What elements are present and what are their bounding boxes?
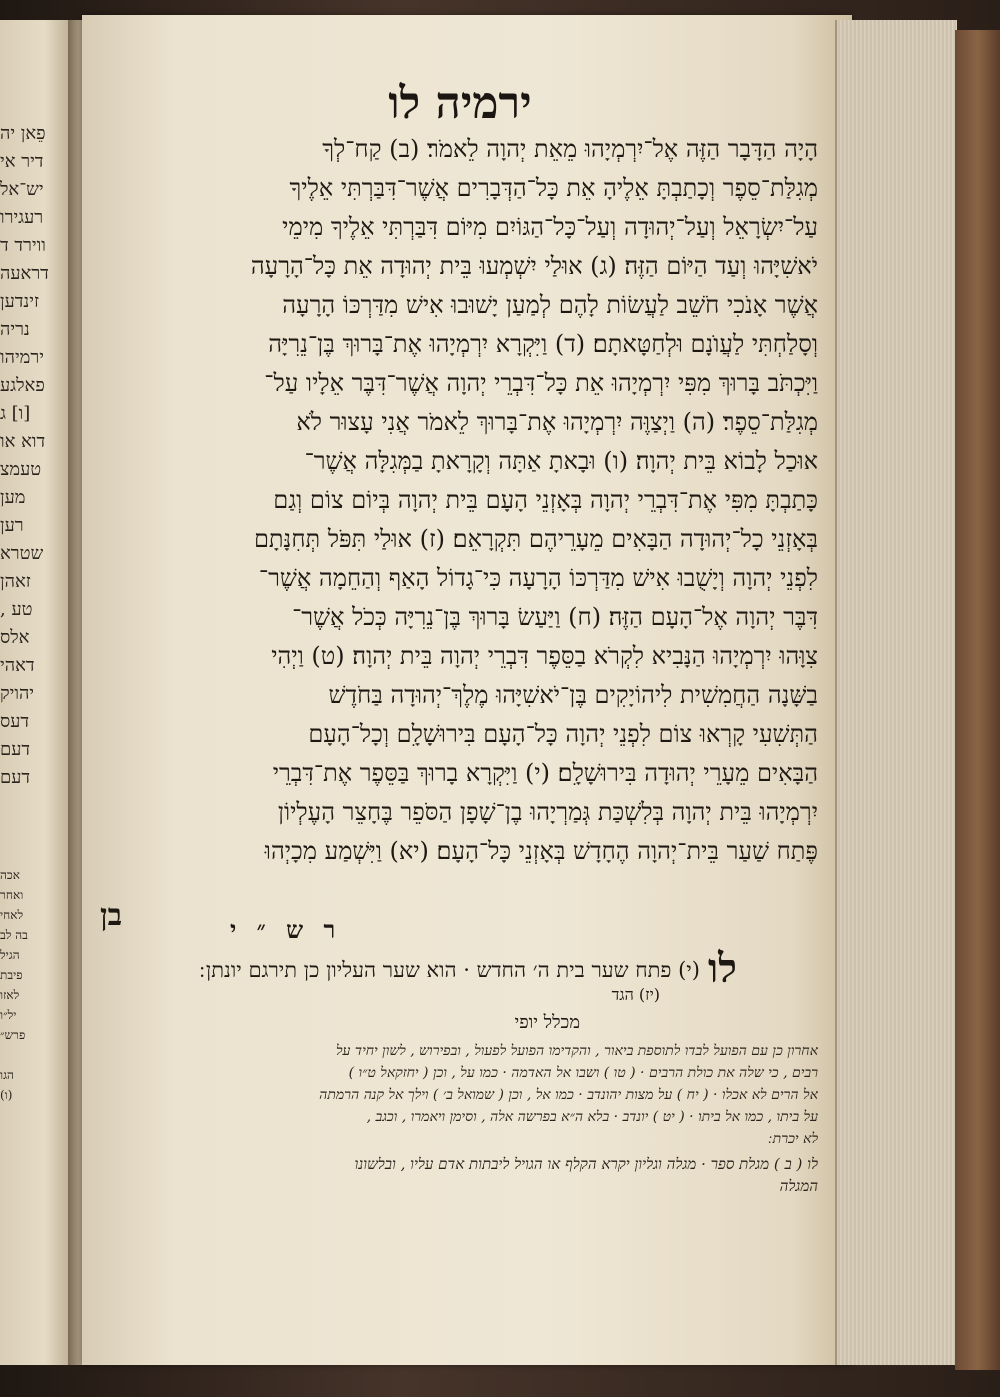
left-text-line: פאלגע — [0, 375, 45, 396]
rashi-line: (יז) הגד — [611, 985, 660, 1004]
left-text-line: דיר אי — [0, 151, 44, 172]
left-text-line: דעם — [0, 767, 31, 788]
left-note-line: ואחר — [0, 888, 24, 902]
left-text-line: טע , — [0, 599, 33, 620]
text-line: הַתְּשִׁעִי קָרְאוּ צוֹם לִפְנֵי יְהוָה כָּל־הָעָם בִּירוּשָׁלִָם וְכָל־הָעָם — [308, 720, 818, 748]
text-line: הָיָה הַדָּבָר הַזֶּה אֶל־יִרְמְיָהוּ מֵאֵת יְהוָה לֵאמֹר׃ (ב) קַח־לְךָ — [322, 135, 818, 163]
text-line: פֶּתַח שַׁעַר בֵּית־יְהוָה הֶחָדָשׁ בְּאָזְנֵי כָּל־הָעָם׃ (יא) וַיִּשְׁמַע מִכָיְהוּ — [264, 837, 818, 865]
left-note-line: בה לב — [0, 928, 28, 942]
left-text-line: יש־אל — [0, 179, 44, 200]
catchword: בן — [100, 898, 123, 933]
text-line: יֹאשִׁיָּהוּ וְעַד הַיּוֹם הַזֶּה׃ (ג) אוּלַי יִשְׁמְעוּ בֵּית יְהוּדָה אֵת כָּל־הָרָעָה — [250, 252, 818, 280]
left-text-line: [ו] ג — [0, 403, 31, 424]
text-line: כָּתַבְתָּ מִפִּי אֶת־דִּבְרֵי יְהוָה בְּאָזְנֵי הָעָם בֵּית יְהוָה בְּיוֹם צוֹם וְגַם — [273, 486, 818, 514]
commentary-notes — [100, 1040, 818, 1150]
text-line: וְסָלַחְתִּי לַעֲוֺנָם וּלְחַטָּאתָם׃ (ד) וַיִּקְרָא יִרְמְיָהוּ אֶת־בָּרוּךְ בֶּן־נֵרִיָּה — [268, 330, 818, 358]
text-line: בַשָּׁנָה הַחֲמִשִׁית לִיהוֹיָקִים בֶּן־יֹאשִׁיָּהוּ מֶלֶךְ־יְהוּדָה בַּחֹדֶשׁ — [328, 681, 818, 709]
left-text-line: שטרא — [0, 543, 44, 564]
page-header: ירמיה לו — [388, 78, 532, 129]
left-note-line: פיבת — [0, 968, 23, 982]
text-line: הַבָּאִים מֵעָרֵי יְהוּדָה בִּירוּשָׁלִָם׃ (י) וַיִּקְרָא בָרוּךְ בַּסֵּפֶר אֶת־דִּבְרֵי — [272, 759, 818, 787]
left-note-line: יל״ו — [0, 1008, 17, 1022]
left-note-line: לאחי — [0, 908, 24, 922]
rashi-line: מכלל יופי — [514, 1012, 580, 1033]
left-note-line: הגו — [0, 1068, 14, 1082]
left-note-line: הגיל — [0, 948, 20, 962]
text-line: צִוָּהוּ יִרְמְיָהוּ הַנָּבִיא לִקְרֹא בַסֵּפֶר דִּבְרֵי יְהוָה בֵּית יְהוָה׃ (ט) וַיְהִי — [271, 642, 818, 670]
left-note-line: לאזו — [0, 988, 20, 1002]
note-line: רבים , כי שלה את כולת הרבים · ( טו ) ושבו אל האדמה · כמו על , וכן ( יחזקאל ט״ו ) — [348, 1065, 818, 1081]
commentary-notes-2 — [100, 1153, 818, 1197]
rashi-title: ר ש ״ י — [230, 915, 342, 944]
left-text-line: זינדען — [0, 291, 40, 312]
note-line: לו ( ב ) מגלת ספר · מגלה וגליון יקרא הקלף או הגויל ליבתות אדם עליו , ובלשונו — [354, 1155, 818, 1173]
text-line: וַיִּכְתֹּב בָּרוּךְ מִפִּי יִרְמְיָהוּ אֵת כָּל־דִּבְרֵי יְהוָה אֲשֶׁר־דִּבֶּר אֵלָיו עַל־ — [264, 369, 818, 397]
left-text-line: מען — [0, 487, 26, 508]
left-page-text — [0, 120, 74, 792]
page-edges — [835, 20, 957, 1365]
text-line: לִפְנֵי יְהוָה וְיָשֻׁבוּ אִישׁ מִדַּרְכּוֹ הָרָעָה כִּי־גָדוֹל הָאַף וְהַחֵמָה אֲשֶׁר־ — [258, 564, 818, 592]
note-line: לא יכרת ׃ — [768, 1131, 818, 1147]
text-line: דִּבֶּר יְהוָה אֶל־הָעָם הַזֶּה׃ (ח) וַיַּעַשׂ בָּרוּךְ בֶּן־נֵרִיָּה כְּכֹל אֲשֶׁר־ — [292, 603, 818, 631]
text-line: בְּאָזְנֵי כָל־יְהוּדָה הַבָּאִים מֵעָרֵיהֶם תִּקְרָאֵם׃ (ז) אוּלַי תִּפֹּל תְּחִנָּתָם — [253, 525, 818, 553]
text-line: יִרְמְיָהוּ בֵּית יְהוָה בְּלִשְׁכַּת גְּמַרְיָהוּ בֶן־שָׁפָן הַסֹּפֵר בֶּחָצֵר הָעֶלְיוֹן — [277, 798, 818, 826]
left-page-notes — [0, 865, 74, 1105]
note-line: על ביתו , כמו אל ביתו · ( יט ) יונדב · בלא ה״א בפרשה אלה , וסימן ויאמרו , וכגב , — [366, 1109, 818, 1125]
left-text-line: דאהי — [0, 655, 35, 676]
note-line: המגלה — [779, 1177, 818, 1195]
rashi-line: (י) פתח שער בית ה׳ החדש · הוא שער העליון כן תירגם יונתן ׃ — [199, 958, 700, 982]
left-text-line: רען — [0, 515, 24, 536]
left-note-line — [0, 1045, 74, 1065]
rashi-chapter-number: לו — [708, 945, 737, 992]
left-text-line: אלס — [0, 627, 30, 648]
left-text-line: יהויק — [0, 683, 35, 704]
left-page — [0, 20, 74, 1365]
note-line: אל הרים לא אכלו · ( יח ) על מצות יהונדב · כמו אל , וכן ( שמואל ב׳ ) וילך אל קנה הרמתה — [319, 1087, 818, 1103]
left-note-line: פרש״ — [0, 1028, 26, 1042]
left-text-line: נריה — [0, 319, 30, 340]
left-text-line: דוא או — [0, 431, 46, 452]
text-line: אוּכַל לָבוֹא בֵּית יְהוָה׃ (ו) וּבָאתָ אַתָּה וְקָרָאתָ בַמְּגִלָּה אֲשֶׁר־ — [304, 447, 818, 475]
note-line: אחרון כן עם הפועל לבדו לתוספת ביאור , והקדימו הפועל לפעול , ובפירוש , לשון יחיד על — [335, 1043, 818, 1059]
left-text-line: דראעה — [0, 263, 49, 284]
left-note-line: אכה — [0, 868, 20, 882]
text-line: מְגִלַּת־סֵפֶר וְכָתַבְתָּ אֵלֶיהָ אֵת כָּל־הַדְּבָרִים אֲשֶׁר־דִּבַּרְתִּי אֵלֶיךָ — [289, 174, 818, 202]
main-text — [100, 130, 818, 871]
left-text-line: רעגירו — [0, 207, 44, 228]
text-line: אֲשֶׁר אָנֹכִי חֹשֵׁב לַעֲשׂוֹת לָהֶם לְמַעַן יָשׁוּבוּ אִישׁ מִדַּרְכּוֹ הָרָעָה — [282, 291, 818, 319]
left-text-line: ווירד ד — [0, 235, 46, 256]
left-text-line: ירמיהו — [0, 347, 44, 368]
book-cover — [955, 30, 1000, 1370]
left-text-line: דעס — [0, 711, 30, 732]
left-text-line: זאהן — [0, 571, 31, 592]
left-text-line: פֵאן יה — [0, 123, 46, 144]
text-line: מְגִלַּת־סֵפֶר׃ (ה) וַיְצַוֶּה יִרְמְיָהוּ אֶת־בָּרוּךְ לֵאמֹר אֲנִי עָצוּר לֹא — [296, 408, 818, 436]
left-note-line: (ו) — [0, 1088, 13, 1102]
left-text-line: דעם — [0, 739, 31, 760]
left-text-line: טעמצ — [0, 459, 42, 480]
text-line: עַל־יִשְׂרָאֵל וְעַל־יְהוּדָה וְעַל־כָּל־הַגּוֹיִם מִיּוֹם דִּבַּרְתִּי אֵלֶיךָ מִימֵי — [282, 213, 818, 241]
